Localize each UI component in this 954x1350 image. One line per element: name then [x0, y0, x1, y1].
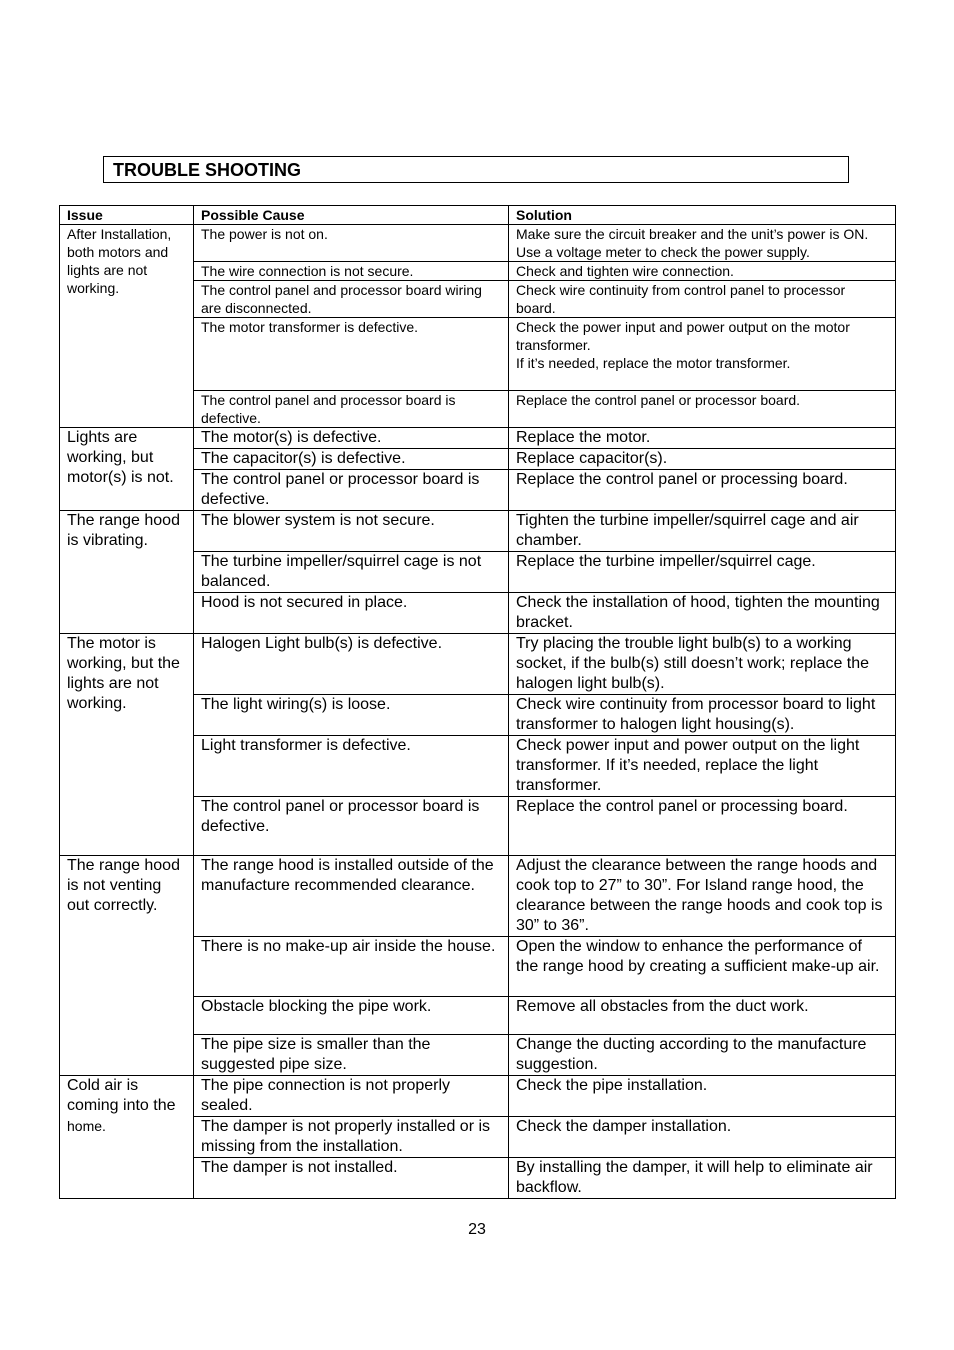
issue-text-end: home.: [67, 1118, 106, 1134]
solution-cell: Replace the motor.: [509, 428, 896, 449]
solution-cell: Check and tighten wire connection.: [509, 262, 896, 281]
cause-cell: The control panel or processor board is defective.: [194, 470, 509, 511]
solution-cell: Replace the control panel or processing board.: [509, 470, 896, 511]
cause-cell: The blower system is not secure.: [194, 511, 509, 552]
cause-cell: The control panel or processor board is defective.: [194, 797, 509, 856]
table-row: [60, 1076, 896, 1117]
solution-cell: Try placing the trouble light bulb(s) to a working socket, if the bulb(s) still doesn’t work; replace the halogen light bulb(s).: [509, 634, 896, 695]
solution-cell: Check the pipe installation.: [509, 1076, 896, 1117]
solution-cell: Replace the control panel or processing board.: [509, 797, 896, 856]
header-solution: Solution: [509, 206, 896, 225]
troubleshooting-table: [59, 205, 896, 1199]
solution-cell: Check power input and power output on the light transformer. If it’s needed, replace the light transformer.: [509, 736, 896, 797]
solution-cell: Replace capacitor(s).: [509, 449, 896, 470]
section-title: TROUBLE SHOOTING: [113, 160, 301, 180]
cause-cell: Obstacle blocking the pipe work.: [194, 997, 509, 1035]
page-number: 23: [468, 1221, 486, 1238]
cause-cell: The power is not on.: [194, 225, 509, 262]
table-row: [60, 511, 896, 552]
solution-cell: Change the ducting according to the manufacture suggestion.: [509, 1035, 896, 1076]
solution-cell: Replace the control panel or processor board.: [509, 391, 896, 428]
table-row: [60, 856, 896, 937]
cause-cell: The pipe connection is not properly sealed.: [194, 1076, 509, 1117]
header-cause: Possible Cause: [194, 206, 509, 225]
issue-cell: After Installation, both motors and lights are not working.: [60, 225, 194, 428]
table-row: [60, 428, 896, 449]
cause-cell: The wire connection is not secure.: [194, 262, 509, 281]
solution-cell: Adjust the clearance between the range hoods and cook top to 27” to 30”. For Island range hood, the clearance between the range hoods and cook top is 30” to 36”.: [509, 856, 896, 937]
cause-cell: The capacitor(s) is defective.: [194, 449, 509, 470]
issue-cell: [60, 1076, 194, 1199]
table-row: [60, 634, 896, 695]
header-issue: Issue: [60, 206, 194, 225]
table-header-row: [60, 206, 896, 225]
solution-cell: Remove all obstacles from the duct work.: [509, 997, 896, 1035]
issue-cell: Lights are working, but motor(s) is not.: [60, 428, 194, 511]
cause-cell: The damper is not properly installed or is missing from the installation.: [194, 1117, 509, 1158]
cause-cell: The light wiring(s) is loose.: [194, 695, 509, 736]
solution-text: Check the power input and power output on the motor transformer. If it’s needed, replace the motor transformer.: [516, 319, 850, 371]
cause-cell: Halogen Light bulb(s) is defective.: [194, 634, 509, 695]
issue-cell: The range hood is vibrating.: [60, 511, 194, 634]
solution-cell: Replace the turbine impeller/squirrel cage.: [509, 552, 896, 593]
cause-cell: The motor transformer is defective.: [194, 318, 509, 391]
solution-cell: Open the window to enhance the performance of the range hood by creating a sufficient make-up air.: [509, 937, 896, 997]
solution-cell: By installing the damper, it will help to eliminate air backflow.: [509, 1158, 896, 1199]
cause-cell: Light transformer is defective.: [194, 736, 509, 797]
solution-cell: [509, 318, 896, 391]
section-title-box: [103, 156, 849, 183]
issue-cell: The motor is working, but the lights are not working.: [60, 634, 194, 856]
cause-cell: The control panel and processor board is defective.: [194, 391, 509, 428]
cause-cell: The pipe size is smaller than the suggested pipe size.: [194, 1035, 509, 1076]
cause-cell: There is no make-up air inside the house.: [194, 937, 509, 997]
solution-cell: Check wire continuity from control panel to processor board.: [509, 281, 896, 318]
solution-cell: Make sure the circuit breaker and the unit’s power is ON. Use a voltage meter to check the power supply.: [509, 225, 896, 262]
table-row: [60, 225, 896, 262]
cause-cell: The motor(s) is defective.: [194, 428, 509, 449]
issue-text: Cold air is coming into the: [67, 1077, 176, 1114]
solution-cell: Tighten the turbine impeller/squirrel cage and air chamber.: [509, 511, 896, 552]
cause-cell: The damper is not installed.: [194, 1158, 509, 1199]
solution-cell: Check the installation of hood, tighten the mounting bracket.: [509, 593, 896, 634]
solution-cell: Check wire continuity from processor board to light transformer to halogen light housing(s).: [509, 695, 896, 736]
solution-cell: Check the damper installation.: [509, 1117, 896, 1158]
cause-cell: Hood is not secured in place.: [194, 593, 509, 634]
cause-cell: The control panel and processor board wiring are disconnected.: [194, 281, 509, 318]
cause-cell: The turbine impeller/squirrel cage is not balanced.: [194, 552, 509, 593]
cause-cell: The range hood is installed outside of the manufacture recommended clearance.: [194, 856, 509, 937]
issue-cell: The range hood is not venting out correctly.: [60, 856, 194, 1076]
